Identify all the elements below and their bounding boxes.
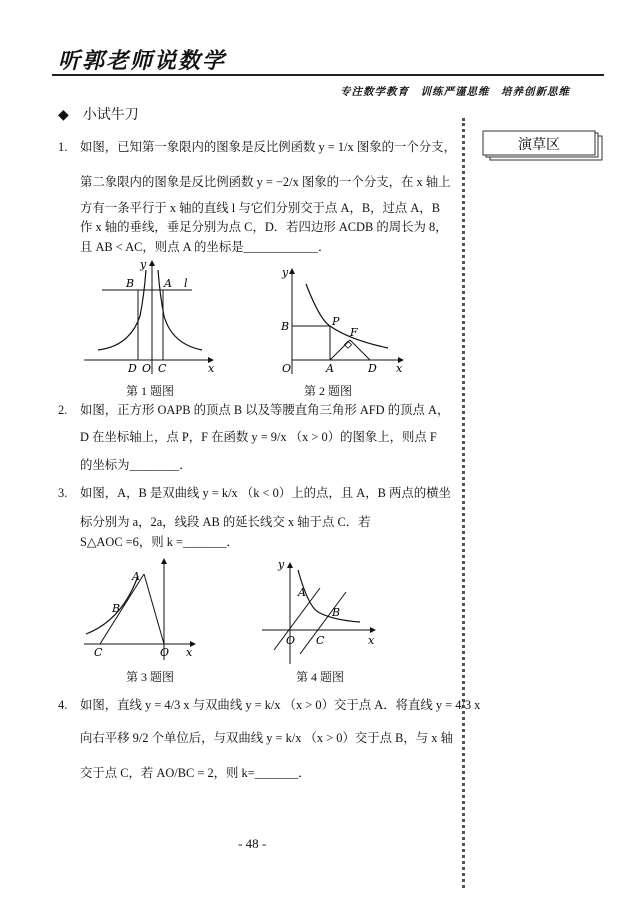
svg-text:B: B [112,602,121,615]
problem-4-line-1: 如图，直线 y = 4/3 x 与双曲线 y = k/x （x > 0）交于点 A．将直线 y = 4/3 x [80,698,481,712]
problem-4-number: 4. [58,698,68,712]
problem-1-line-1: 如图，已知第一象限内的图象是反比例函数 y = 1/x 图象的一个分支， [80,140,456,154]
problem-4-line-2: 向右平移 9/2 个单位后，与双曲线 y = k/x （x > 0）交于点 B，与 x 轴 [80,731,453,745]
svg-text:y: y [140,258,147,271]
problem-2-line-3: 的坐标为________． [80,458,192,472]
svg-text:C: C [316,634,325,647]
svg-text:A: A [132,570,140,583]
svg-text:x: x [186,646,193,659]
svg-text:O: O [282,362,292,375]
figure-4 [260,556,382,668]
svg-text:B: B [332,606,341,619]
figure-2-caption: 第 2 题图 [304,384,353,398]
figure-1-caption: 第 1 题图 [126,384,175,398]
page-number: - 48 - [238,836,267,851]
header-rule [52,74,604,76]
problem-3-line-2: 标分别为 a，2a，线段 AB 的延长线交 x 轴于点 C．若 [80,515,371,529]
problem-1-line-5: 且 AB < AC，则点 A 的坐标是____________． [80,240,331,254]
problem-3-line-3: S△AOC =6，则 k =_______． [80,535,239,549]
problem-3-number: 3. [58,486,68,500]
svg-text:O: O [142,362,152,375]
problem-1-line-2: 第二象限内的图象是反比例函数 y = −2/x 图象的一个分支，在 x 轴上 [80,175,451,189]
svg-text:x: x [396,362,403,375]
figure-3 [82,556,202,666]
problem-1-line-3: 方有一条平行于 x 轴的直线 l 与它们分别交于点 A，B，过点 A，B [80,201,441,215]
problem-1-line-4: 作 x 轴的垂线，垂足分别为点 C，D．若四边形 ACDB 的周长为 8， [80,220,448,234]
svg-text:C: C [158,362,167,375]
section-title: ◆ 小试牛刀 [58,107,139,123]
svg-text:A: A [164,277,172,290]
svg-text:x: x [208,362,215,375]
problem-2-line-1: 如图，正方形 OAPB 的顶点 B 以及等腰直角三角形 AFD 的顶点 A， [80,403,450,417]
svg-text:D: D [128,362,137,375]
figure-4-caption: 第 4 题图 [296,670,345,684]
svg-text:D: D [368,362,377,375]
fig2-square [292,326,330,360]
brand-title: 听郭老师说数学 [58,48,227,74]
svg-text:x: x [368,634,375,647]
draft-area-label: 演草区 [518,137,560,153]
svg-text:B: B [281,320,290,333]
tagline: 专注数学教育 训练严谨思维 培养创新思维 [340,86,570,98]
problem-4-line-3: 交于点 C，若 AO/BC = 2，则 k=_______． [80,766,311,780]
fig2-curve [306,284,388,348]
problem-1-number: 1. [58,140,68,154]
svg-text:P: P [332,315,340,328]
svg-text:O: O [286,634,296,647]
svg-text:B: B [126,277,135,290]
svg-text:y: y [278,558,285,571]
svg-text:l: l [184,277,188,290]
draft-divider [462,118,465,888]
svg-text:O: O [160,646,170,659]
svg-text:A: A [298,586,306,599]
draft-area-label-box [482,130,604,162]
figure-3-caption: 第 3 题图 [126,670,175,684]
problem-2-number: 2. [58,403,68,417]
figure-1 [80,256,220,378]
problem-3-line-1: 如图，A，B 是双曲线 y = k/x （k < 0）上的点，且 A，B 两点的横坐 [80,486,451,500]
fig1-curve-left [98,270,146,350]
figure-2 [278,262,408,380]
problem-2-line-2: D 在坐标轴上，点 P，F 在函数 y = 9/x （x > 0）的图象上，则点 F [80,430,437,444]
svg-text:F: F [350,326,358,339]
svg-text:A: A [326,362,334,375]
svg-text:y: y [282,266,289,279]
svg-text:C: C [94,646,103,659]
